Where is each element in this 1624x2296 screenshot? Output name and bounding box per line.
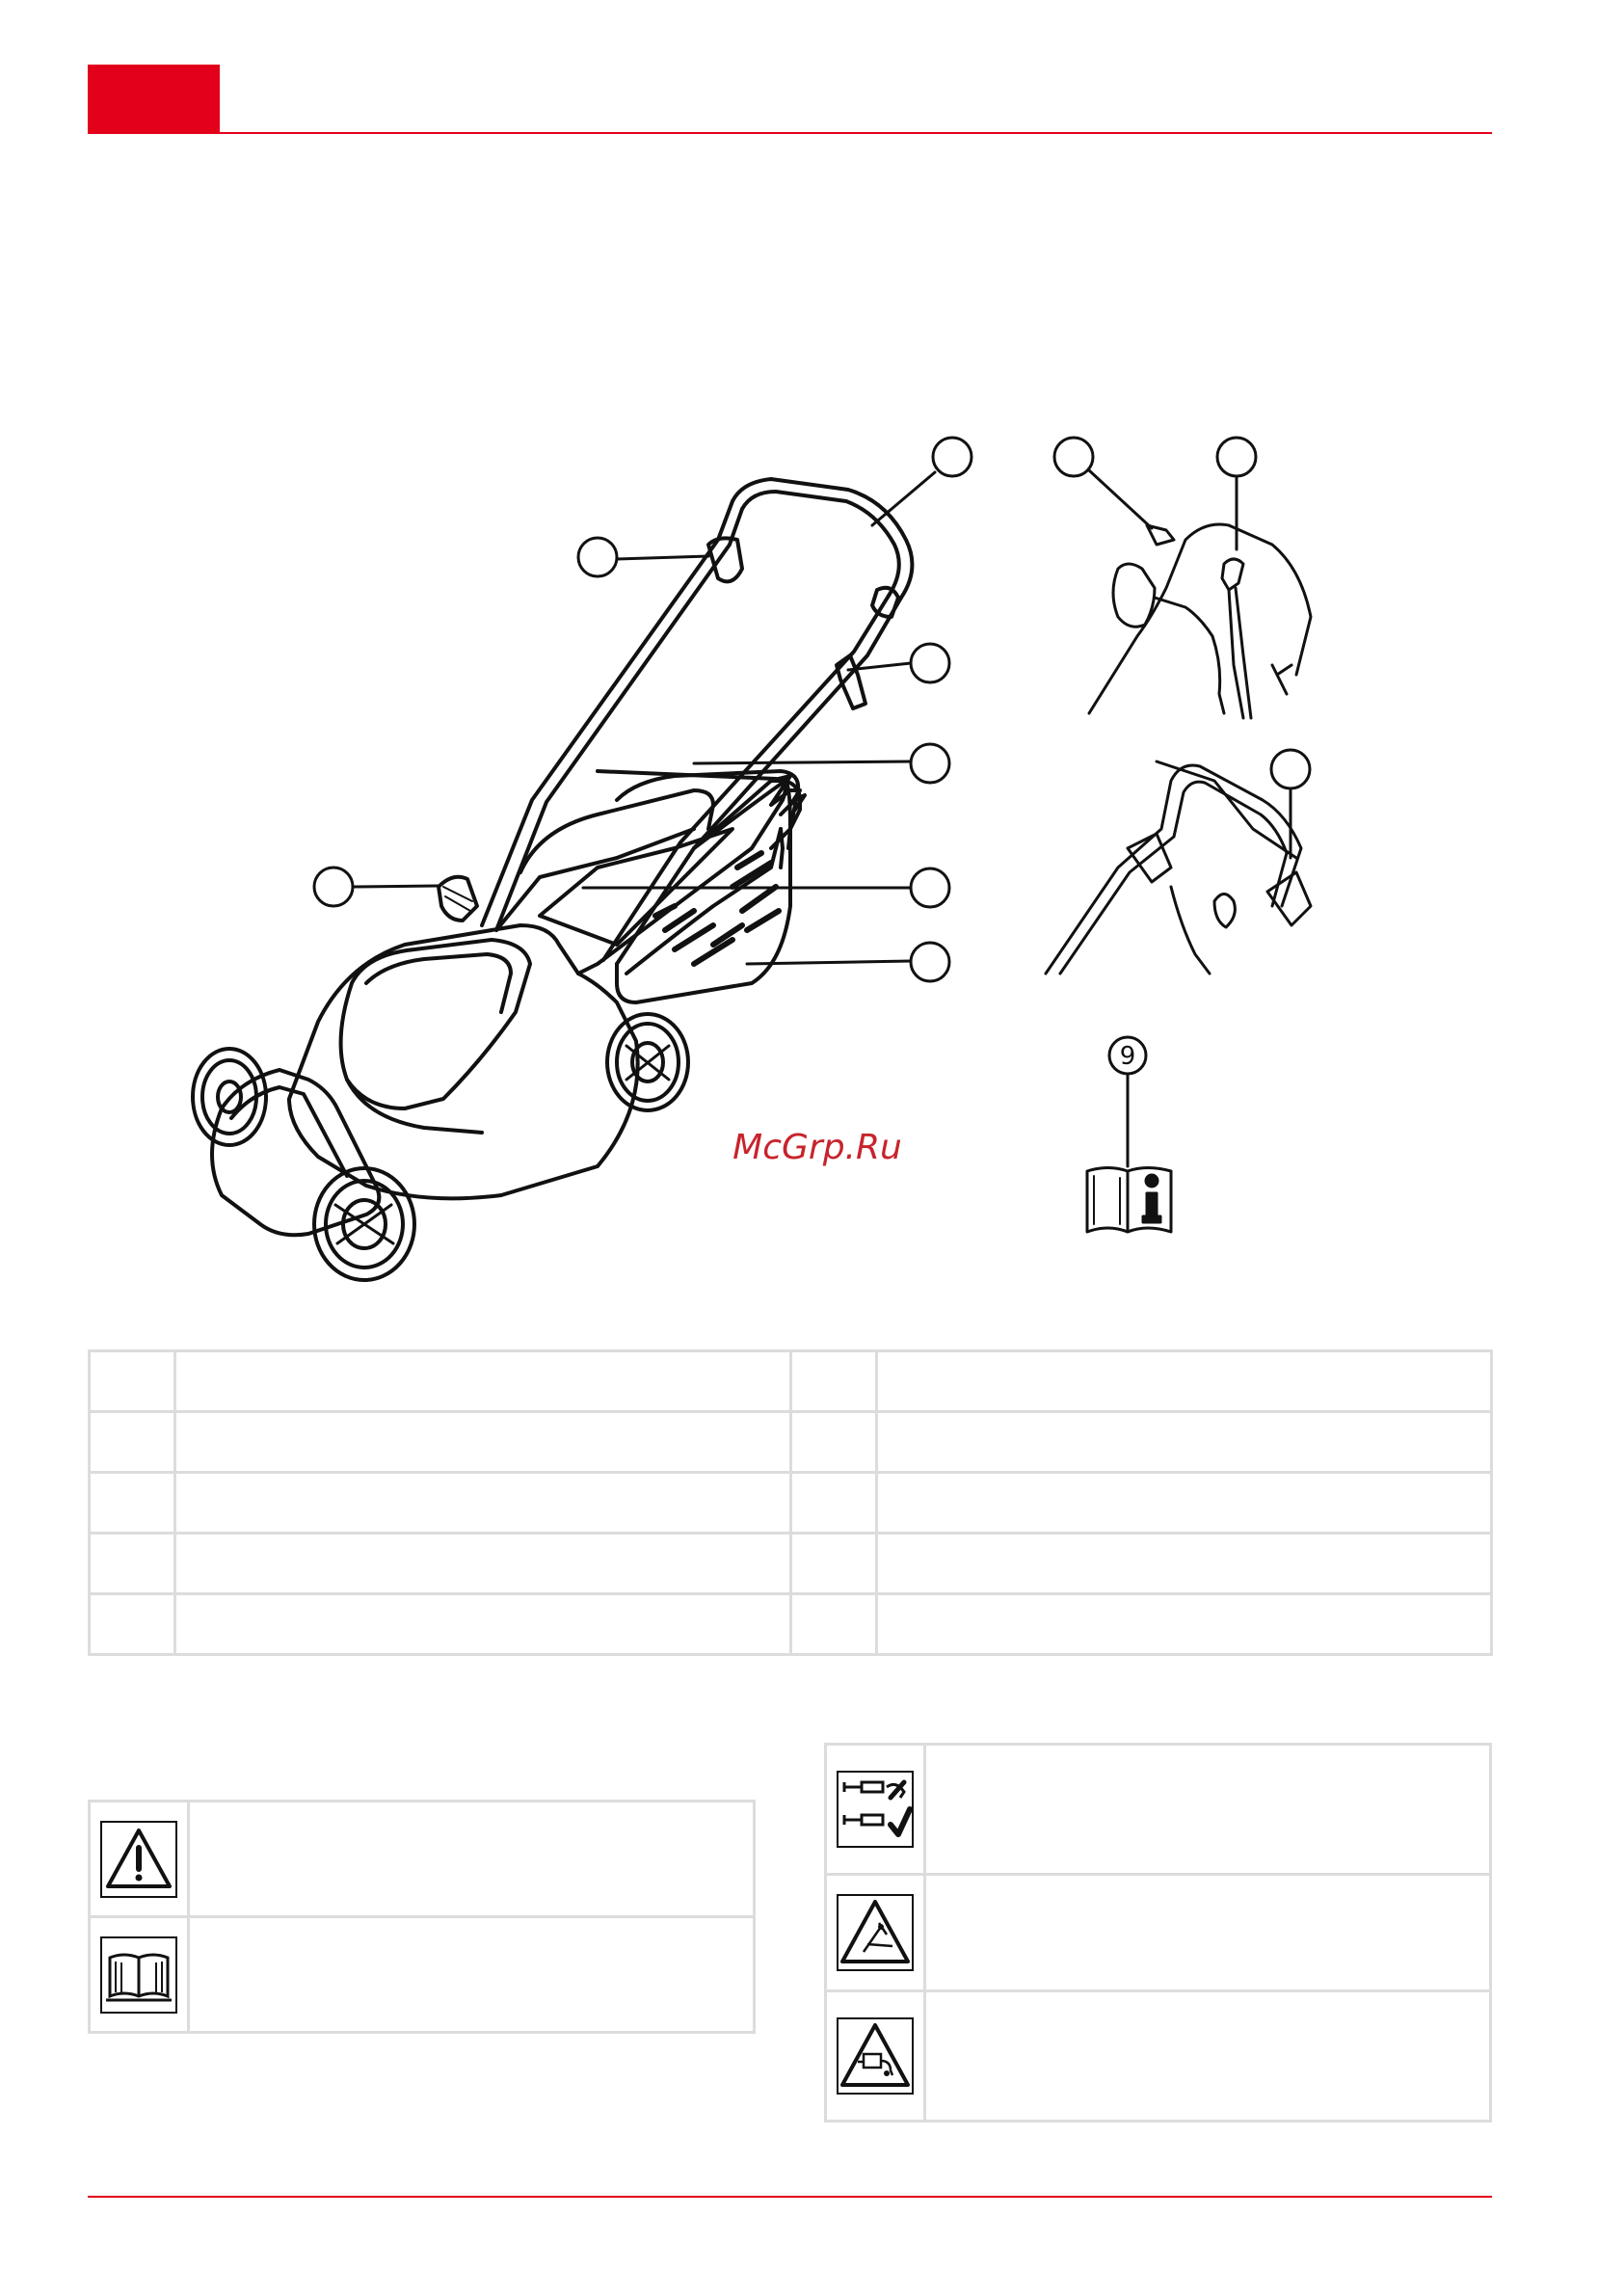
callout-circle-7	[314, 868, 353, 906]
watermark-text: McGrp.Ru	[732, 1128, 902, 1167]
table-row	[90, 1351, 1492, 1412]
callout-circle-10	[1271, 750, 1310, 788]
callout-circle-1	[578, 538, 617, 576]
parts-cell	[175, 1534, 791, 1594]
cable-hazard-icon	[837, 2017, 914, 2095]
parts-cell	[876, 1473, 1492, 1534]
table-row	[826, 1875, 1491, 1991]
callout-circle-2	[933, 438, 972, 476]
manual-info-icon	[1087, 1168, 1171, 1233]
detail-cable-strain-relief	[1046, 761, 1311, 974]
table-row	[826, 1745, 1491, 1875]
parts-cell	[876, 1594, 1492, 1655]
callouts	[314, 438, 1310, 1166]
callout-circle-6	[911, 943, 949, 981]
blade-hazard-icon	[837, 1894, 914, 1971]
parts-cell	[90, 1412, 175, 1473]
parts-cell	[790, 1473, 876, 1534]
table-row	[90, 1802, 755, 1917]
table-row	[90, 1534, 1492, 1594]
parts-cell	[90, 1473, 175, 1534]
parts-cell	[876, 1412, 1492, 1473]
warning-triangle-icon	[100, 1821, 177, 1898]
callout-circle-9	[1217, 438, 1256, 476]
symbol-description	[925, 1875, 1491, 1991]
parts-table	[88, 1349, 1493, 1656]
parts-cell	[175, 1412, 791, 1473]
symbol-description	[189, 1917, 755, 2033]
symbol-description	[189, 1802, 755, 1917]
symbol-description	[925, 1745, 1491, 1875]
rear-right-wheel	[607, 1014, 688, 1110]
parts-cell	[790, 1594, 876, 1655]
parts-cell	[175, 1351, 791, 1412]
parts-cell	[175, 1473, 791, 1534]
callout-circle-5	[911, 868, 949, 907]
table-row	[826, 1991, 1491, 2122]
parts-cell	[90, 1351, 175, 1412]
symbol-description	[925, 1991, 1491, 2122]
table-row	[90, 1594, 1492, 1655]
table-row	[90, 1473, 1492, 1534]
plug-disconnect-icon	[837, 1771, 914, 1848]
callout-circle-3	[911, 644, 949, 682]
table-row	[90, 1917, 755, 2033]
table-row	[90, 1412, 1492, 1473]
manual-book-icon	[100, 1936, 177, 2014]
parts-cell	[876, 1351, 1492, 1412]
parts-cell	[90, 1594, 175, 1655]
parts-cell	[90, 1534, 175, 1594]
symbols-table-right	[824, 1743, 1492, 2122]
callout-circle-4	[911, 744, 949, 783]
parts-cell	[790, 1534, 876, 1594]
footer-rule	[88, 2196, 1492, 2198]
callout-label-9: 9	[1119, 1042, 1136, 1071]
parts-cell	[790, 1412, 876, 1473]
callout-circle-8	[1054, 438, 1093, 476]
symbols-table-left	[88, 1800, 756, 2034]
parts-cell	[175, 1594, 791, 1655]
parts-cell	[790, 1351, 876, 1412]
parts-cell	[876, 1534, 1492, 1594]
detail-plug-connection	[1089, 524, 1311, 718]
